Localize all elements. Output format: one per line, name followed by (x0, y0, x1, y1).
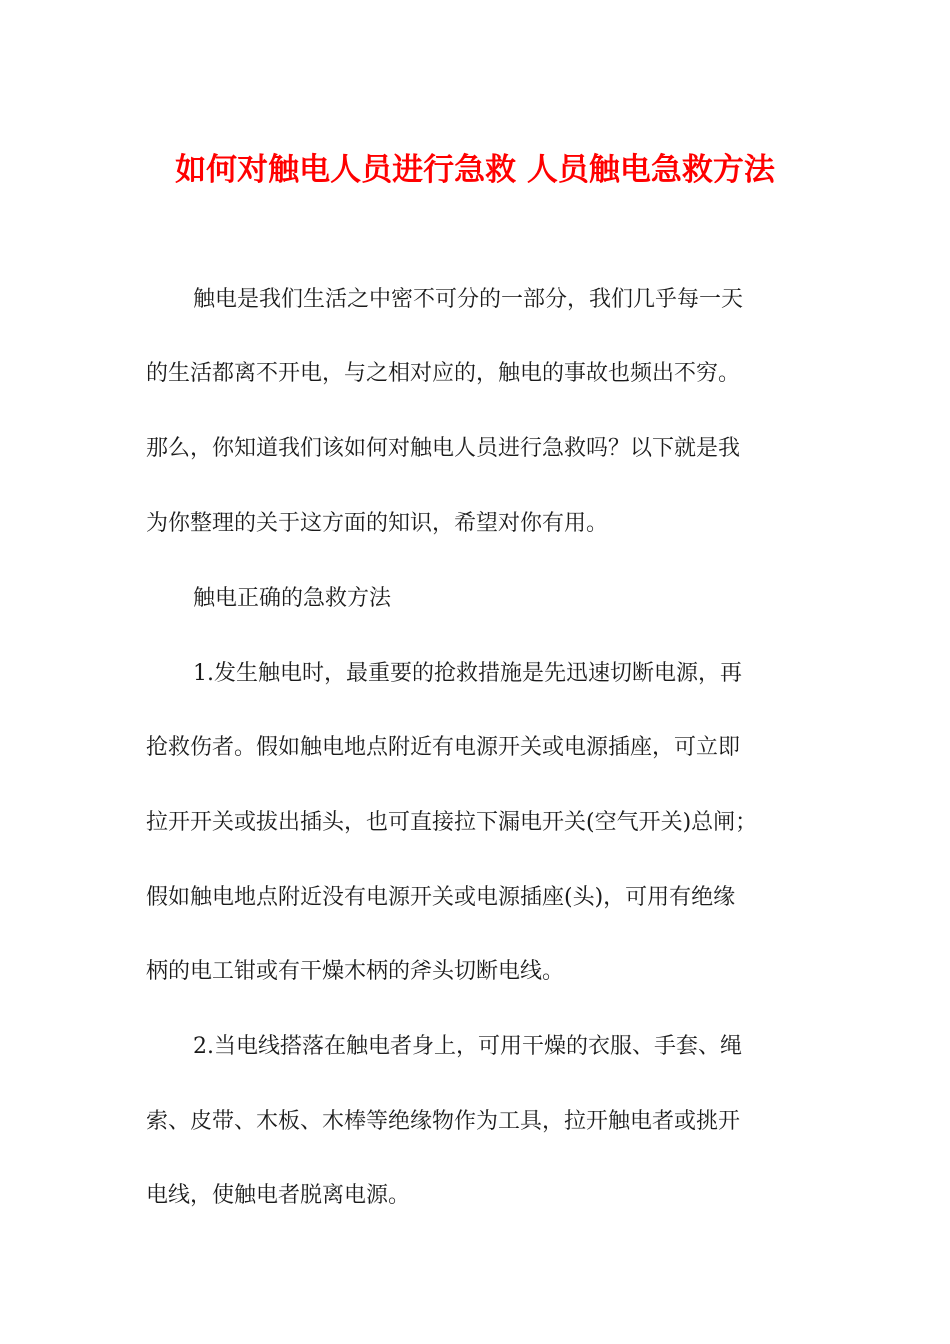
paragraph-intro-line-3: 那么，你知道我们该如何对触电人员进行急救吗？以下就是我 (146, 436, 741, 461)
step-1-line-2: 抢救伤者。假如触电地点附近有电源开关或电源插座，可立即 (146, 735, 741, 760)
step-1-line-5: 柄的电工钳或有干燥木柄的斧头切断电线。 (146, 959, 565, 984)
step-2-line-1: 2.当电线搭落在触电者身上，可用干燥的衣服、手套、绳 (193, 1034, 742, 1059)
step-1-line-3: 拉开开关或拔出插头，也可直接拉下漏电开关(空气开关)总闸； (146, 810, 758, 835)
paragraph-intro-line-4: 为你整理的关于这方面的知识，希望对你有用。 (146, 511, 609, 536)
paragraph-intro-line-1: 触电是我们生活之中密不可分的一部分，我们几乎每一天 (193, 287, 744, 312)
step-1-line-1: 1.发生触电时，最重要的抢救措施是先迅速切断电源，再 (193, 661, 742, 686)
step-1-line-4: 假如触电地点附近没有电源开关或电源插座(头)，可用有绝缘 (146, 885, 736, 910)
paragraph-intro-line-2: 的生活都离不开电，与之相对应的，触电的事故也频出不穷。 (146, 361, 741, 386)
document-title: 如何对触电人员进行急救 人员触电急救方法 (175, 152, 775, 188)
step-2-line-3: 电线，使触电者脱离电源。 (146, 1183, 411, 1208)
section-heading: 触电正确的急救方法 (193, 586, 392, 611)
step-2-line-2: 索、皮带、木板、木棒等绝缘物作为工具，拉开触电者或挑开 (146, 1109, 741, 1134)
